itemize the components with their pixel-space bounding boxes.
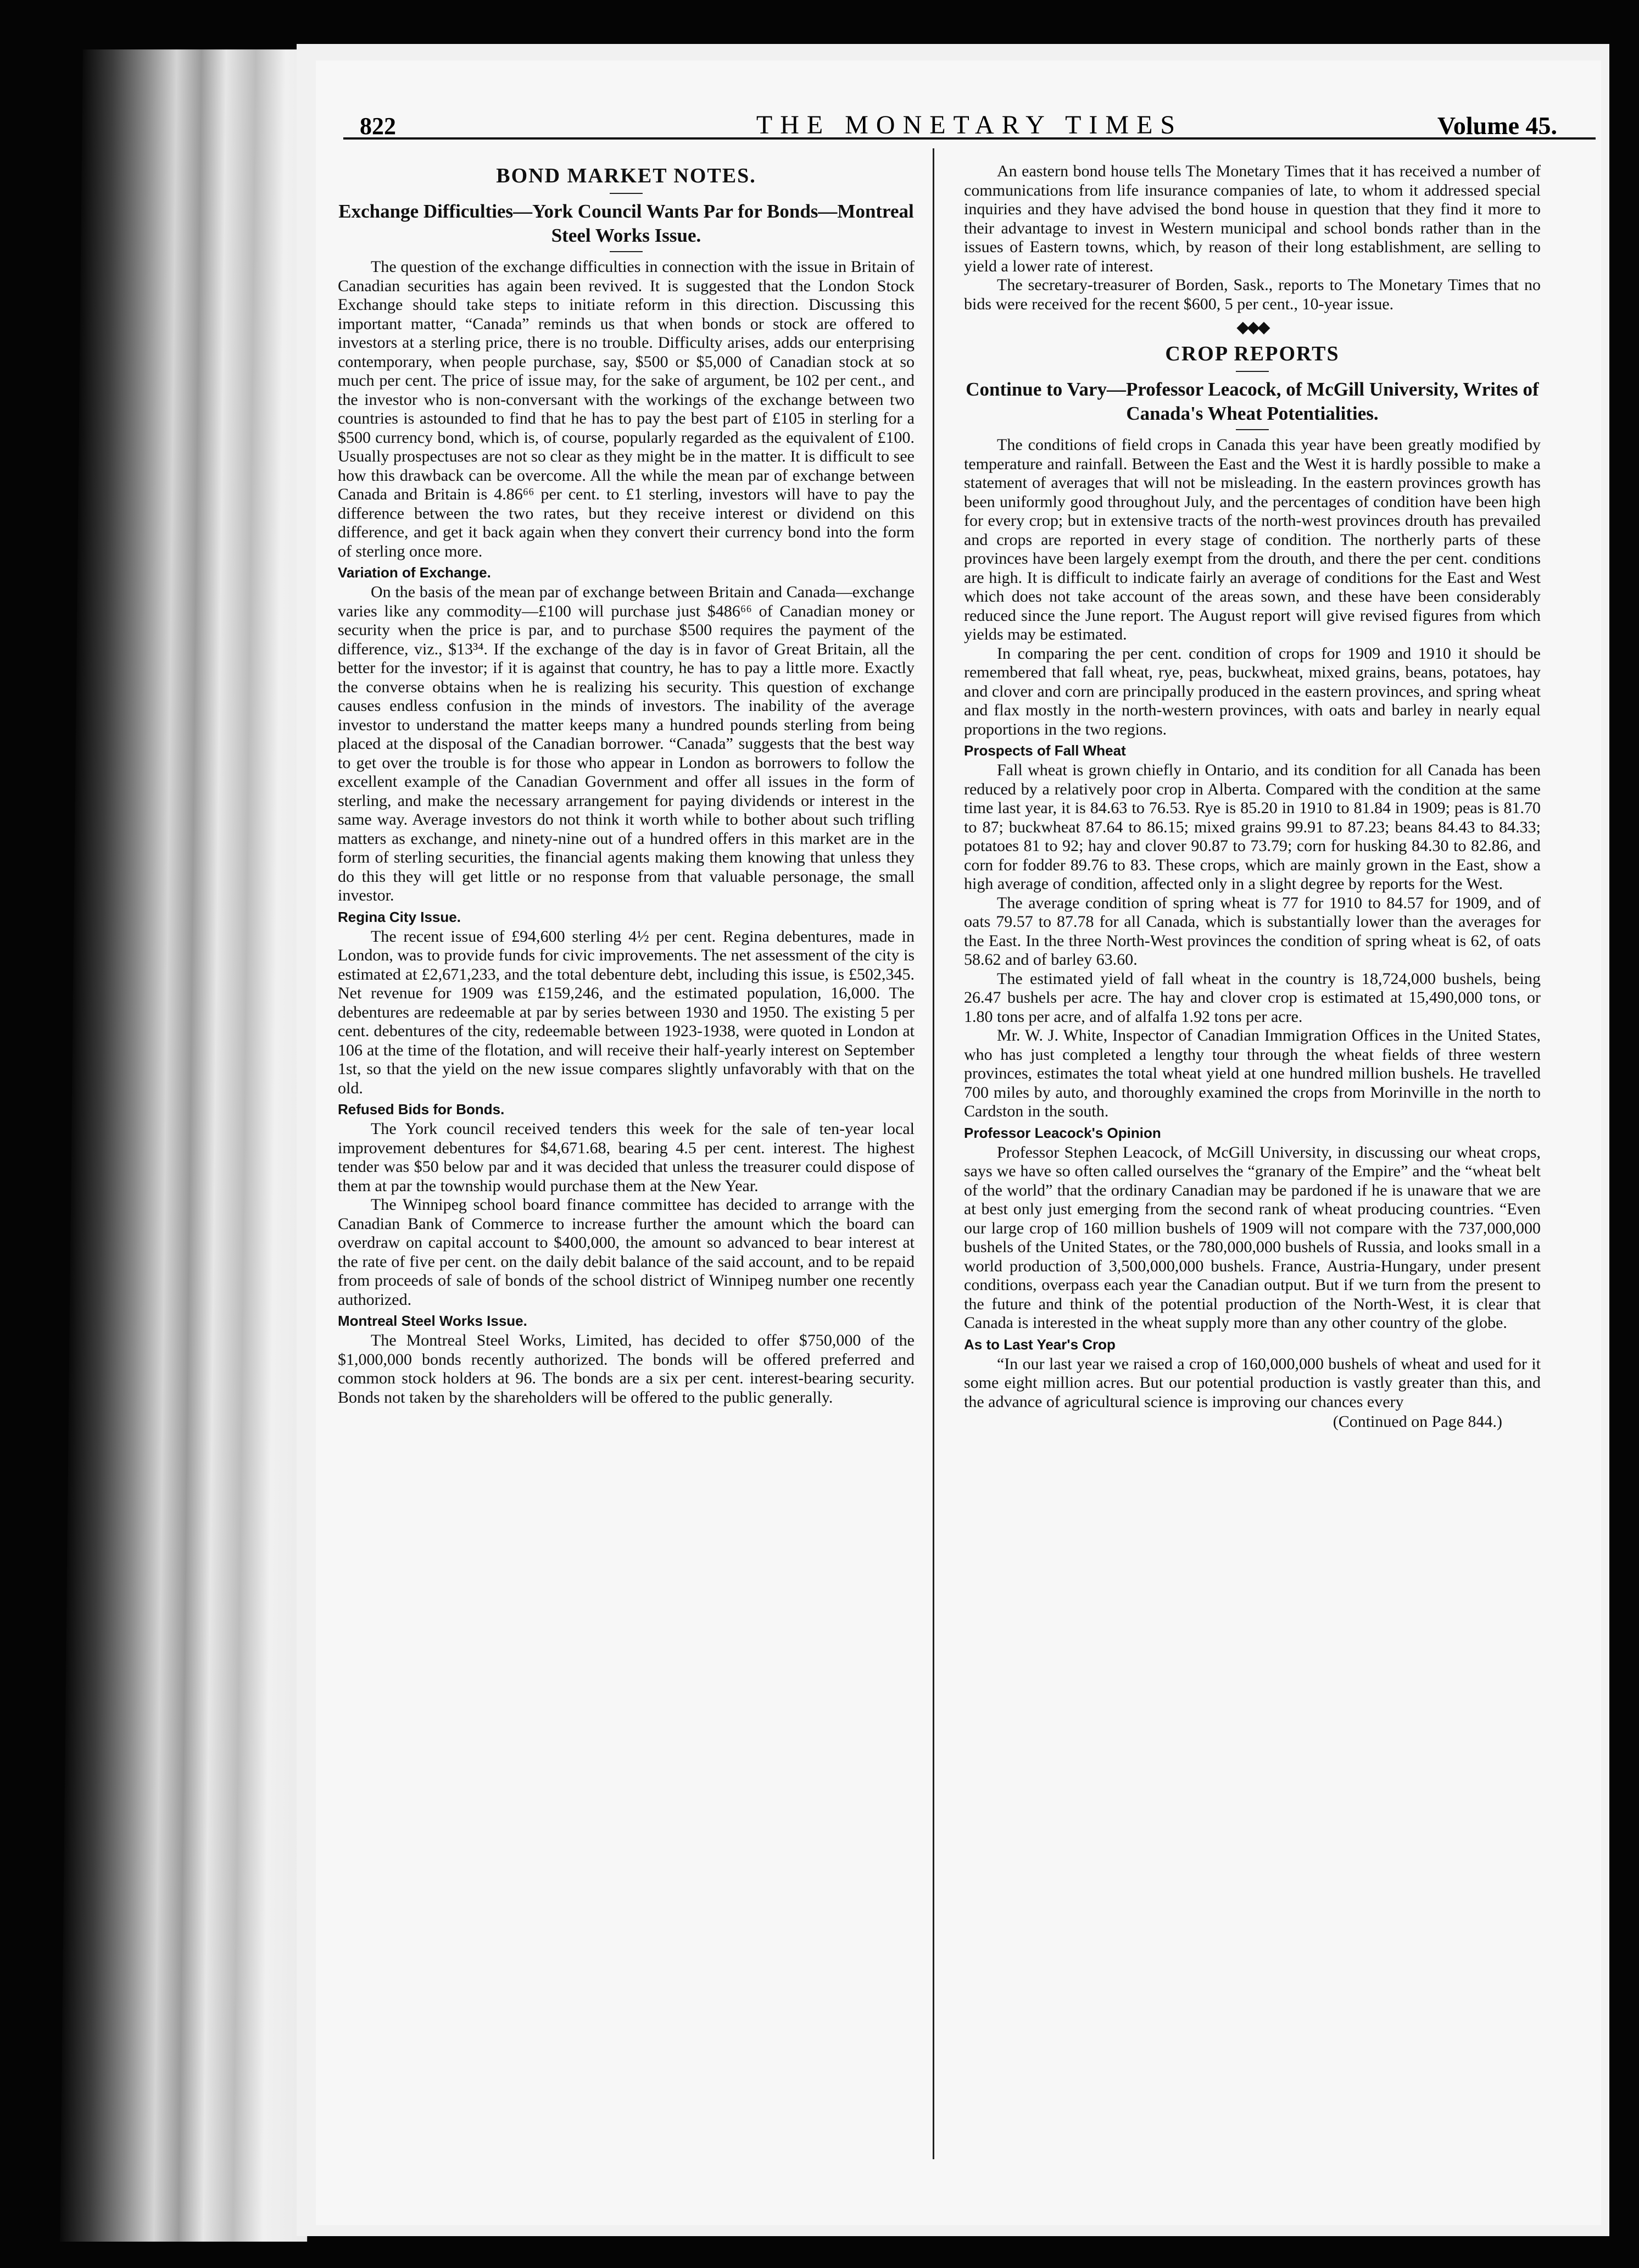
paragraph: On the basis of the mean par of exchange between Britain and Canada—exchange varies like any commodity—£100 will purchase just $486⁶⁶ of Canadian money or security when the price is par, and to purchase $500 requires the payment of the difference, viz., $13³⁴. If the exchange of the day is in favor of Great Britain, all the better for the investor; if it is against that country, he has to pay a little more. Exactly the converse obtains when he is realizing his security. This question of exchange causes endless confusion in the minds of investors. The inability of the average investor to understand the matter keeps many a hundred pounds sterling from being placed at the disposal of the Canadian borrower. “Canada” suggests that the best way to get over the trouble is for those who appear in London as borrowers to follow the excellent example of the Canadian Government and offer all issues in the form of sterling, and make the necessary arrangement for paying dividends or interest in the same way. Average investors do not think it worth while to bother about such trifling matters as exchange, and ninety-nine out of a hundred offers in this market are in the form of sterling securities, the financial agents making them knowing that unless they do this they will get little or no response from that valuable personage, the small investor. — [338, 583, 915, 904]
paragraph: “In our last year we raised a crop of 160,000,000 bushels of wheat and used for it some eight million acres. But our potential production is vastly greater than this, and the advance of agricultural science is improving our chances every — [964, 1354, 1541, 1411]
paragraph: Mr. W. J. White, Inspector of Canadian Immigration Offices in the United States, who has just completed a lengthy tour through the wheat fields of three western provinces, estimates the total wheat yield at one hundred million bushels. He travelled 700 miles by auto, and thoroughly examined the crops from Morinville in the north to Cardston in the south. — [964, 1026, 1541, 1120]
subheading-professor-leacocks-opinion: Professor Leacock's Opinion — [964, 1124, 1161, 1141]
subheading-refused-bids: Refused Bids for Bonds. — [338, 1101, 505, 1118]
paragraph: The York council received tenders this week for the sale of ten-year local improvement debentures for $4,671.68, bearing 4.5 per cent. interest. The highest tender was $50 below par and it was decided that unless the treasurer could dispose of them at par the township would purchase them at the New Year. — [338, 1120, 915, 1195]
subheading-last-years-crop: As to Last Year's Crop — [964, 1336, 1116, 1353]
paragraph: An eastern bond house tells The Monetary Times that it has received a number of communications from life insurance companies of late, to whom it addressed special inquiries and they have advised the bond house in question that they find it more to their advantage to invest in Western municipal and school bonds rather than in the issues of Eastern towns, which, by reason of their long establishment, are selling to yield a lower rate of interest. — [964, 162, 1541, 275]
newspaper-page — [316, 60, 1601, 2225]
page-number: 822 — [360, 113, 396, 140]
running-head — [360, 104, 1579, 154]
paragraph: The question of the exchange difficulties in connection with the issue in Britain of Canadian securities has again been revived. It is suggested that the London Stock Exchange should take steps to initiate reform in this direction. Discussing this important matter, “Canada” reminds us that when bonds or stock are offered to investors at a sterling price, there is no trouble. Difficulty arises, adds our enterprising contemporary, when people purchase, say, $500 or $5,000 of Canadian stock at so much per cent. The price of issue may, for the sake of argument, be 102 per cent., and the investor who is non-conversant with the workings of the exchange between two countries is astounded to find that he has to pay the best part of £105 in sterling for a $500 currency bond, which is, of course, popularly regarded as the equivalent of £100. Usually prospectuses are not so clear as they might be in the matter. It is difficult to see how this drawback can be overcome. All the while the mean par of exchange between Canada and Britain is 4.86⁶⁶ per cent. to £1 sterling, investors will have to pay the difference between the two rates, but they receive interest or dividend on this difference, and get it back again when they convert their currency bond into the form of sterling once more. — [338, 258, 915, 560]
subheading-variation-of-exchange: Variation of Exchange. — [338, 564, 491, 581]
title-rule — [1236, 371, 1269, 372]
paragraph: The Winnipeg school board finance committee has decided to arrange with the Canadian Bank of Commerce to increase further the amount which the board can overdraw on capital account to $400,000, the amount so advanced to bear interest at the rate of five per cent. on the daily debit balance of the said account, and to be repaid from proceeds of sale of bonds of the school district of Winnipeg number one recently authorized. — [338, 1196, 915, 1309]
paragraph: The secretary-treasurer of Borden, Sask., reports to The Monetary Times that no bids were received for the recent $600, 5 per cent., 10-year issue. — [964, 276, 1541, 313]
paragraph: The Montreal Steel Works, Limited, has decided to offer $750,000 of the $1,000,000 bonds recently authorized. The bonds will be offered preferred and common stock holders at 96. The bonds are a six per cent. interest-bearing security. Bonds not taken by the shareholders will be offered to the public generally. — [338, 1331, 915, 1407]
right-column — [964, 162, 1541, 2195]
left-column — [338, 162, 915, 2195]
paragraph: In comparing the per cent. condition of crops for 1909 and 1910 it should be remembered that fall wheat, rye, peas, buckwheat, mixed grains, beans, potatoes, hay and clover and corn are principally produced in the eastern provinces, and spring wheat and flax mostly in the north-western provinces, with oats and barley in nearly equal proportions in the two regions. — [964, 644, 1541, 738]
subheading-montreal-steel-works: Montreal Steel Works Issue. — [338, 1313, 527, 1329]
article-deck-bond-market: Exchange Difficulties—York Council Wants Par for Bonds—Montreal Steel Works Issue. — [338, 201, 914, 246]
title-rule — [610, 193, 643, 194]
subheading-prospects-of-fall-wheat: Prospects of Fall Wheat — [964, 742, 1126, 759]
column-rule — [933, 148, 934, 2159]
article-title-bond-market-notes: BOND MARKET NOTES. — [496, 164, 756, 187]
section-ornament: ◆◆◆ — [1236, 318, 1268, 336]
paragraph: The average condition of spring wheat is 77 for 1910 to 84.57 for 1909, and of oats 79.57 to 87.78 for all Canada, which is substantially lower than the averages for the East. In the three North-West provinces the condition of spring wheat is 62, of oats 58.62 and of barley 63.60. — [964, 893, 1541, 969]
deck-rule — [610, 251, 643, 252]
subheading-regina-city-issue: Regina City Issue. — [338, 908, 461, 925]
header-rule — [343, 137, 1596, 140]
book-binding-edge — [60, 49, 330, 2242]
continued-notice: (Continued on Page 844.) — [1333, 1413, 1502, 1431]
volume-label: Volume 45. — [1437, 112, 1557, 140]
paragraph: Fall wheat is grown chiefly in Ontario, and its condition for all Canada has been reduced by a relatively poor crop in Alberta. Compared with the condition at the same time last year, it is 84.63 to 76.53. Rye is 85.20 in 1910 to 81.84 in 1909; peas is 81.70 to 87; buckwheat 87.64 to 86.15; mixed grains 99.91 to 87.23; beans 84.43 to 84.33; potatoes 81 to 92; hay and clover 90.87 to 73.79; corn for husking 84.30 to 82.86, and corn for fodder 89.76 to 83. These crops, which are mainly grown in the East, show a high average of condition, affected only in a slight degree by reports for the West. — [964, 761, 1541, 893]
paragraph: Professor Stephen Leacock, of McGill University, in discussing our wheat crops, says we have so often called ourselves the “granary of the Empire” and the “wheat belt of the world” that the ordinary Canadian may be pardoned if he is unaware that we are at best only just emerging from the second rank of wheat producing countries. “Even our large crop of 160 million bushels of 1909 will not compare with the 737,000,000 bushels of the United States, or the 780,000,000 bushels of Russia, and looks small in a world production of 3,500,000,000 bushels. France, Austria-Hungary, under present conditions, overpass each year the Canadian output. But if we turn from the present to the future and think of the potential production of the North-West, it is clear that Canada is interested in the wheat supply more than any other country of the globe. — [964, 1143, 1541, 1332]
article-title-crop-reports: CROP REPORTS — [1165, 342, 1340, 365]
paragraph: The conditions of field crops in Canada this year have been greatly modified by temperature and rainfall. Between the East and the West it is hardly possible to make a statement of averages that will not be misleading. In the eastern provinces growth has been uniformly good throughout July, and the percentages of condition have been high for every crop; but in extensive tracts of the north-west provinces drouth has prevailed and crops are reported in every stage of condition. The northerly parts of these provinces have been largely exempt from the drouth, and there the per cent. conditions are high. It is difficult to indicate fairly an average of conditions for the East and West which does not take account of the areas sown, and these have been considerably reduced since the June report. The August report will give revised figures from which yields may be estimated. — [964, 436, 1541, 643]
deck-rule — [1236, 429, 1269, 430]
paragraph: The recent issue of £94,600 sterling 4½ per cent. Regina debentures, made in London, was to provide funds for civic improvements. The net assessment of the city is estimated at £2,671,233, and the total debenture debt, including this issue, is £502,345. Net revenue for 1909 was £159,246, and the estimated population, 16,000. The debentures are redeemable at par by series between 1930 and 1950. The existing 5 per cent. debentures of the city, redeemable between 1923-1938, were quoted in London at 106 at the time of the flotation, and will receive their half-yearly interest on September 1st, so that the yield on the new issue compares slightly unfavorably with that on the old. — [338, 927, 915, 1097]
article-deck-crop-reports: Continue to Vary—Professor Leacock, of McGill University, Writes of Canada's Wheat Potentialities. — [966, 379, 1539, 424]
paragraph: The estimated yield of fall wheat in the country is 18,724,000 bushels, being 26.47 bushels per acre. The hay and clover crop is estimated at 15,490,000 tons, or 1.80 tons per acre, and of alfalfa 1.92 tons per acre. — [964, 969, 1541, 1026]
journal-title: THE MONETARY TIMES — [756, 110, 1183, 140]
